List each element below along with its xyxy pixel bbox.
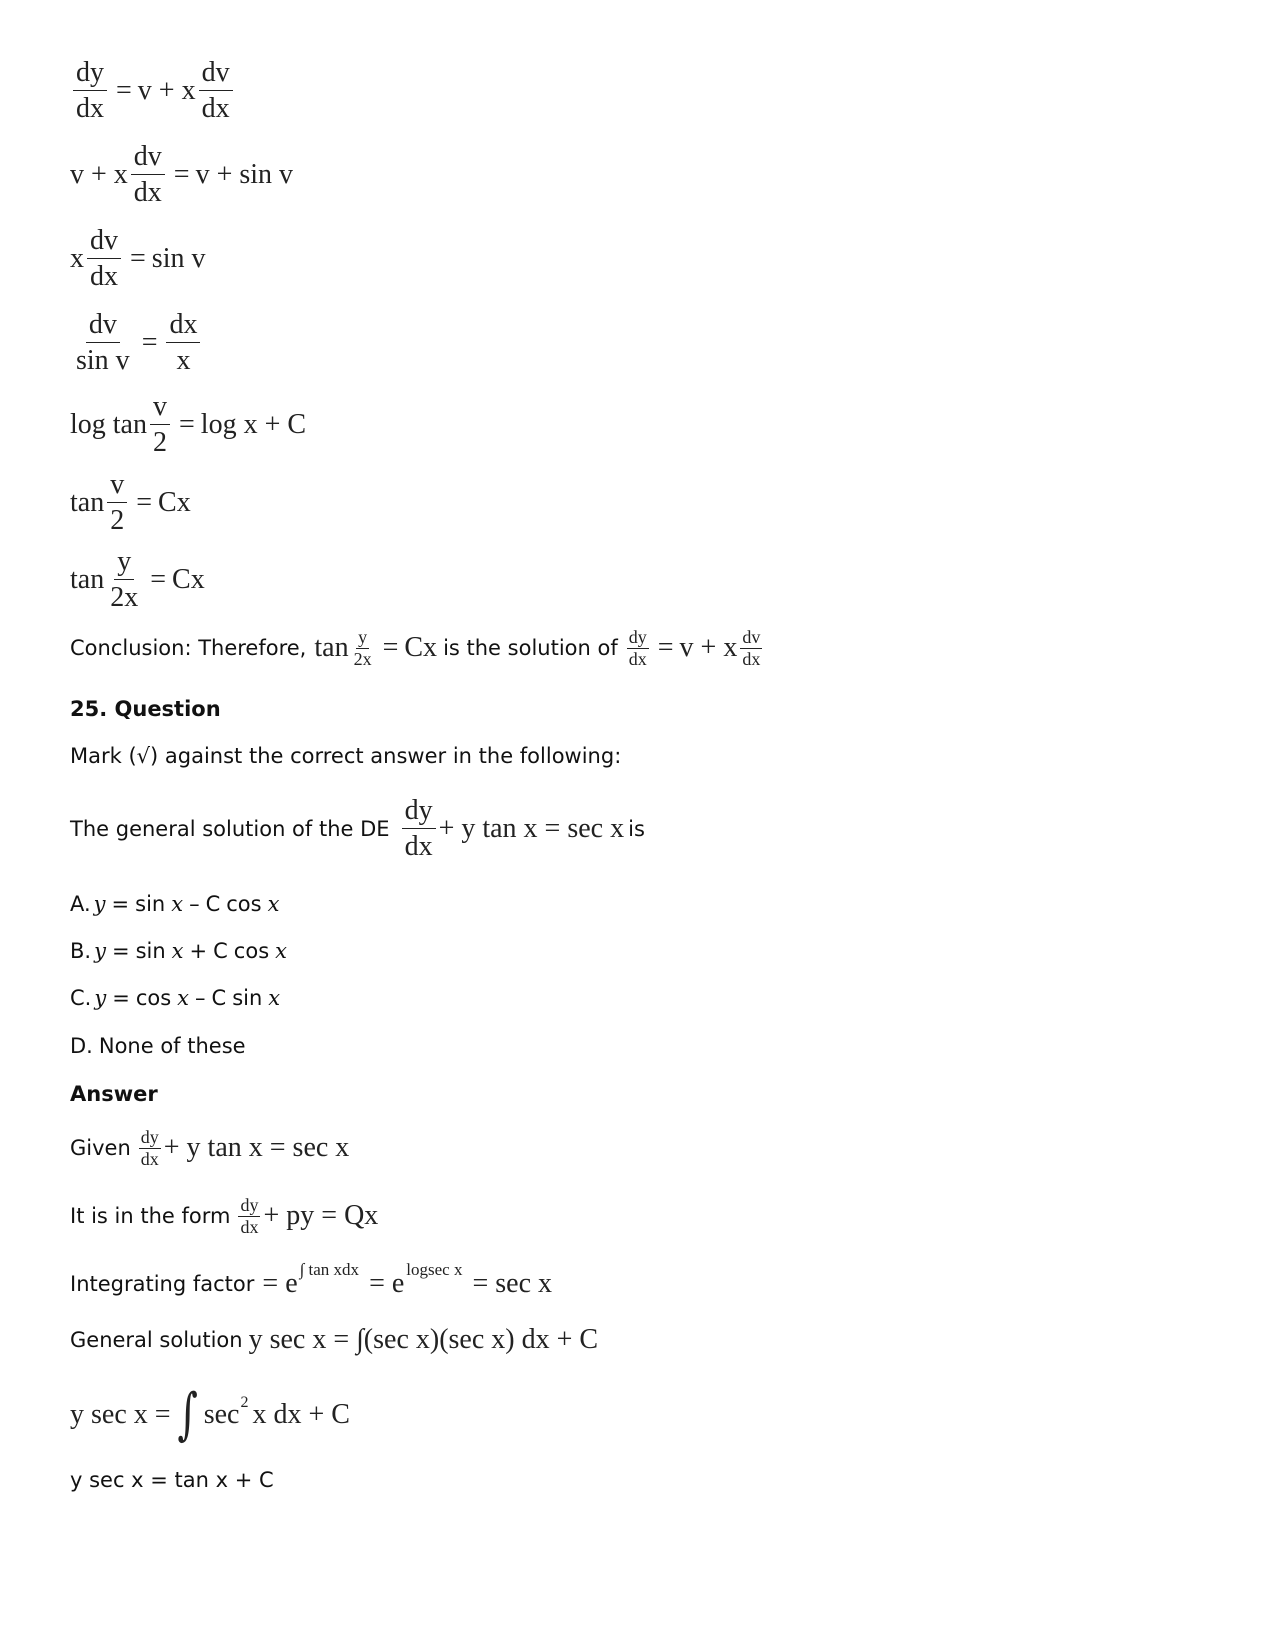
term: v + x: [679, 632, 738, 664]
answer-general-solution: [70, 1324, 598, 1356]
var-x: x: [275, 939, 287, 963]
func: cos: [135, 986, 172, 1010]
numerator: dy: [140, 1127, 159, 1147]
var-y: y: [93, 892, 106, 916]
term: v + sin v: [195, 158, 294, 190]
stem-math: + y tan x = sec x: [438, 812, 625, 844]
question-heading: 25. Question: [70, 697, 221, 721]
constant: C: [213, 939, 228, 963]
equals-sign: =: [136, 486, 153, 518]
var-x: x: [268, 986, 281, 1010]
func: cos: [233, 939, 270, 963]
if-math: = e: [262, 1268, 298, 1299]
int-lhs: y sec x =: [70, 1398, 171, 1430]
equals-sign: =: [112, 986, 130, 1010]
numerator: v: [107, 470, 127, 503]
equals-sign: =: [130, 242, 146, 274]
numerator: v: [150, 392, 170, 425]
equals-sign: =: [116, 74, 132, 106]
answer-form: [70, 1196, 378, 1237]
var-x: x: [267, 892, 280, 916]
numerator: dy: [402, 796, 436, 829]
term: v + x: [137, 74, 196, 106]
if-math: = e: [369, 1268, 405, 1299]
term: v + x: [70, 158, 128, 190]
fraction-y-2x: [352, 628, 374, 669]
denominator: 2: [110, 505, 125, 537]
option-b[interactable]: [70, 939, 290, 963]
fraction-v-2: [107, 470, 127, 536]
stem-text: The general solution of the DE: [70, 816, 390, 841]
term: tan: [70, 563, 105, 595]
term: tan: [314, 632, 349, 664]
step-5-equation: [70, 392, 306, 458]
option-text: None of these: [98, 1034, 246, 1058]
numerator: dy: [628, 627, 647, 647]
var-x: x: [177, 986, 190, 1010]
var-y: y: [94, 986, 107, 1010]
denominator: dx: [628, 648, 647, 669]
term: log tan: [70, 408, 147, 440]
operator: +: [189, 939, 208, 963]
equals-sign: =: [382, 632, 399, 664]
conclusion-text: is the solution of: [443, 636, 618, 661]
stem-text: is: [628, 816, 645, 841]
answer-integral-line: [70, 1382, 350, 1447]
equals-sign: =: [150, 563, 167, 595]
term: Cx: [404, 632, 438, 664]
fraction-dy-dx: [73, 58, 107, 124]
int-rest: x dx + C: [252, 1398, 350, 1430]
step-2-equation: [70, 142, 293, 208]
answer-final: y sec x = tan x + C: [70, 1468, 274, 1492]
fraction-dx-x: [166, 310, 200, 376]
denominator: dx: [90, 261, 118, 293]
var-x: x: [171, 939, 184, 963]
fraction-dv-dx: [131, 142, 165, 208]
given-text: Given: [70, 1136, 131, 1161]
numerator: y: [358, 627, 368, 647]
answer-given: [70, 1128, 349, 1169]
numerator: dv: [742, 627, 761, 647]
fraction-v-2: [150, 392, 170, 458]
conclusion-line: [70, 628, 765, 669]
operator: –: [189, 892, 200, 916]
var-y: y: [94, 939, 106, 963]
gs-math: y sec x = ∫(sec x)(sec x) dx + C: [248, 1324, 599, 1355]
option-c[interactable]: [70, 986, 283, 1010]
gs-text: General solution: [70, 1328, 243, 1352]
fraction-dy-dx: [139, 1128, 161, 1169]
denominator: 2x: [353, 648, 372, 669]
equals-sign: =: [111, 939, 130, 963]
func: sin: [232, 986, 263, 1010]
fraction-dv-dx: [199, 58, 233, 124]
step-7-equation: [70, 547, 205, 613]
form-text: It is in the form: [70, 1204, 231, 1229]
fraction-dy-dx: [627, 628, 649, 669]
operator: –: [195, 986, 206, 1010]
constant: C: [205, 892, 221, 916]
numerator: dx: [166, 310, 200, 343]
denominator: dx: [742, 648, 761, 669]
fraction-dy-dx: [402, 796, 436, 862]
conclusion-text: Conclusion: Therefore,: [70, 636, 307, 661]
func: sin: [135, 892, 166, 916]
fraction-dv-sinv: [73, 310, 133, 376]
question-instruction: Mark (√) against the correct answer in the following:: [70, 744, 622, 768]
integral-sign: ∫: [176, 1382, 198, 1447]
denominator: dx: [76, 93, 104, 125]
fraction-dv-dx: [740, 628, 762, 669]
fraction-dy-dx: [238, 1196, 260, 1237]
fraction-dv-dx: [87, 226, 121, 292]
numerator: dv: [199, 58, 233, 91]
term: sin v: [151, 242, 206, 274]
denominator: dx: [404, 831, 433, 863]
fraction-y-2x: [107, 547, 141, 613]
numerator: dv: [131, 142, 165, 175]
term: Cx: [158, 486, 191, 518]
option-label: D.: [70, 1034, 93, 1058]
step-6-equation: [70, 470, 191, 536]
denominator: x: [176, 345, 191, 377]
constant: C: [211, 986, 227, 1010]
step-1-equation: [70, 58, 236, 124]
step-3-equation: [70, 226, 205, 292]
if-text: Integrating factor: [70, 1272, 255, 1296]
exponent: 2: [240, 1393, 249, 1411]
equals-sign: =: [657, 632, 674, 664]
var-x: x: [171, 892, 184, 916]
denominator: 2x: [110, 582, 139, 614]
equals-sign: =: [173, 158, 190, 190]
equals-sign: =: [141, 326, 158, 358]
term: Cx: [172, 563, 205, 595]
numerator: dy: [240, 1195, 259, 1215]
denominator: dx: [240, 1216, 259, 1237]
option-d[interactable]: [70, 1034, 246, 1058]
form-math: + py = Qx: [263, 1200, 379, 1232]
option-a[interactable]: [70, 892, 282, 916]
denominator: 2: [153, 427, 167, 459]
numerator: dy: [73, 58, 107, 91]
if-math: = sec x: [472, 1268, 553, 1299]
func: cos: [226, 892, 262, 916]
numerator: y: [114, 547, 134, 580]
equals-sign: =: [111, 892, 130, 916]
given-math: + y tan x = sec x: [163, 1132, 350, 1164]
answer-heading: Answer: [70, 1082, 158, 1106]
option-label: C.: [70, 986, 92, 1010]
term: tan: [70, 486, 105, 518]
step-4-equation: [70, 310, 203, 376]
question-stem: [70, 796, 645, 862]
option-label: B.: [70, 939, 92, 963]
term: log x + C: [200, 408, 307, 440]
equals-sign: =: [179, 408, 195, 440]
answer-integrating-factor: [70, 1260, 553, 1300]
denominator: dx: [133, 177, 162, 209]
func: sin: [135, 939, 166, 963]
numerator: dv: [87, 226, 121, 259]
denominator: dx: [140, 1148, 159, 1169]
denominator: dx: [201, 93, 230, 125]
int-body: sec: [203, 1398, 240, 1430]
numerator: dv: [86, 310, 120, 343]
exponent: logsec x: [406, 1260, 463, 1279]
term: x: [70, 242, 84, 274]
denominator: sin v: [76, 345, 130, 377]
exponent: ∫ tan xdx: [299, 1260, 360, 1279]
option-label: A.: [70, 892, 91, 916]
